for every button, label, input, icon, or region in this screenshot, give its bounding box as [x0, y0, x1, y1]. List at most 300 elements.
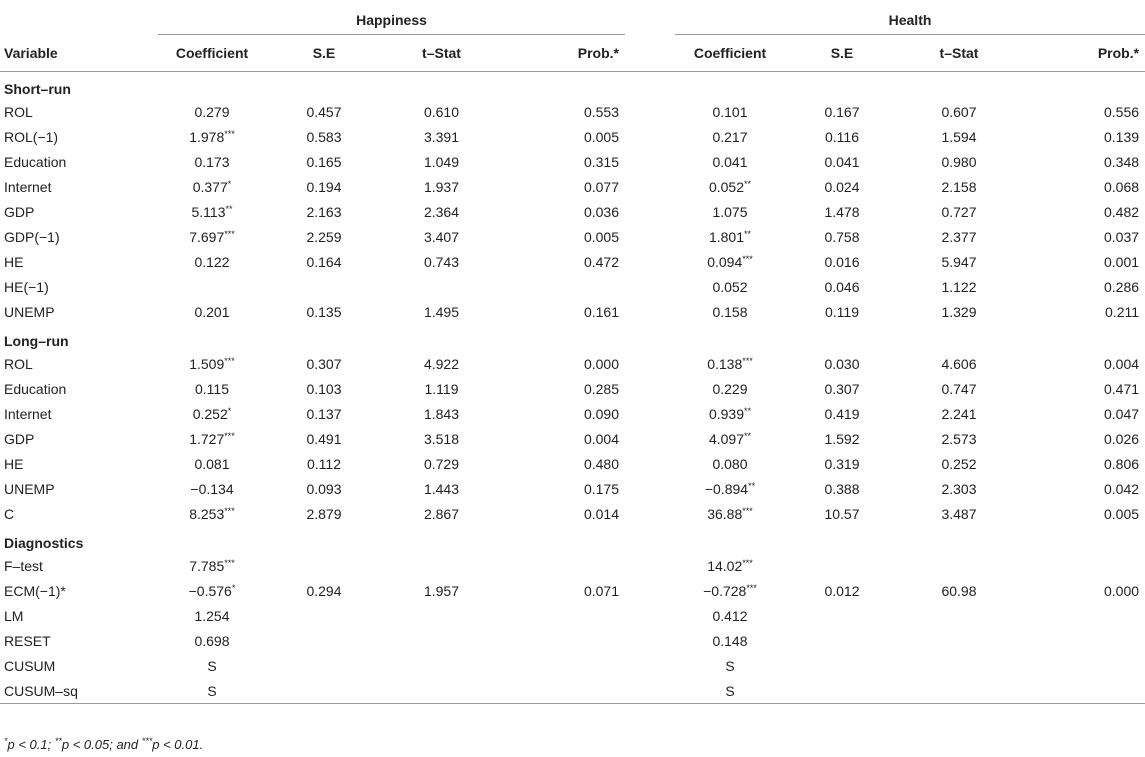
coefficient-value: 0.052 [708, 178, 745, 195]
group-header-row [0, 6, 1145, 35]
coefficient-value: 0.377 [192, 178, 228, 195]
tstat-cell: 0.747 [941, 380, 977, 397]
prob-cell: 0.211 [1105, 303, 1140, 320]
significance-stars: *** [742, 505, 753, 516]
tstat-cell: 2.573 [941, 430, 977, 447]
prob-cell [1019, 628, 1145, 653]
column-header-row [0, 35, 1145, 72]
spacer-cell [625, 476, 675, 501]
significance-stars: ** [225, 203, 233, 214]
coefficient-value: 0.101 [712, 103, 748, 120]
footnote-symbol: ** [54, 736, 62, 746]
prob-cell: 0.037 [1104, 228, 1140, 245]
coefficient-cell [675, 351, 785, 376]
table-row [0, 99, 1145, 124]
se-cell: 0.137 [306, 405, 342, 422]
prob-cell: 0.285 [583, 380, 619, 397]
spacer-cell [625, 299, 675, 324]
significance-stars: *** [224, 430, 235, 441]
variable-name: CUSUM [4, 657, 56, 674]
coefficient-cell [158, 124, 266, 149]
coefficient-cell [675, 653, 785, 678]
table-row [0, 274, 1145, 299]
se-cell: 0.319 [824, 455, 860, 472]
coefficient-cell [158, 578, 266, 603]
variable-name: UNEMP [4, 480, 55, 497]
coefficient-cell [675, 224, 785, 249]
tstat-cell: 3.391 [423, 128, 460, 145]
coefficient-cell [158, 174, 266, 199]
coefficient-cell [158, 451, 266, 476]
se-cell: 0.307 [824, 380, 860, 397]
prob-cell: 0.480 [583, 455, 619, 472]
variable-name: GDP [4, 430, 35, 447]
tstat-cell: 1.122 [941, 278, 977, 295]
coefficient-cell [675, 274, 785, 299]
se-cell: 2.163 [306, 203, 342, 220]
table-row [0, 653, 1145, 678]
coefficient-cell [675, 603, 785, 628]
column-header-se: S.E [830, 45, 854, 61]
coefficient-cell [158, 603, 266, 628]
se-cell: 0.758 [824, 228, 860, 245]
footnote-text: p < 0.1; [7, 737, 55, 752]
spacer-cell [625, 124, 675, 149]
coefficient-cell [158, 401, 266, 426]
coefficient-cell [675, 299, 785, 324]
tstat-cell [382, 274, 501, 299]
variable-name: HE [4, 253, 24, 270]
prob-cell: 0.553 [583, 103, 619, 120]
prob-cell [1019, 653, 1145, 678]
footnote-symbol: * [4, 736, 8, 746]
tstat-cell: 4.606 [941, 355, 977, 372]
significance-stars: *** [224, 505, 235, 516]
section-title: Diagnostics [4, 535, 84, 551]
coefficient-value: 0.094 [707, 253, 743, 270]
coefficient-value: 1.254 [194, 607, 230, 624]
tstat-cell [382, 603, 501, 628]
tstat-cell: 1.594 [941, 128, 977, 145]
coefficient-value: 0.279 [194, 103, 230, 120]
table-row [0, 476, 1145, 501]
variable-name: GDP(−1) [4, 228, 60, 245]
tstat-cell: 1.495 [423, 303, 460, 320]
coefficient-value: S [725, 682, 735, 699]
prob-cell: 0.472 [583, 253, 619, 270]
significance-stars: ** [744, 178, 752, 189]
variable-name: RESET [4, 632, 51, 649]
tstat-cell [382, 553, 501, 578]
group-label: Health [888, 12, 932, 28]
coefficient-value: 0.173 [194, 153, 230, 170]
prob-cell [1019, 603, 1145, 628]
se-cell [785, 553, 899, 578]
coefficient-cell [158, 653, 266, 678]
se-cell: 0.135 [306, 303, 342, 320]
variable-name: Education [4, 153, 67, 170]
tstat-cell: 2.867 [423, 505, 460, 522]
variable-name: ECM(−1)* [4, 582, 66, 599]
table-row [0, 678, 1145, 704]
tstat-cell [899, 553, 1019, 578]
tstat-cell: 5.947 [941, 253, 977, 270]
tstat-cell: 0.743 [423, 253, 460, 270]
spacer-cell [625, 628, 675, 653]
coefficient-value: −0.576 [188, 582, 232, 599]
prob-cell [501, 603, 625, 628]
coefficient-value: 0.412 [712, 607, 748, 624]
tstat-cell: 1.119 [424, 380, 459, 397]
prob-cell: 0.000 [1104, 582, 1140, 599]
coefficient-value: 0.041 [712, 153, 748, 170]
coefficient-value: 1.727 [189, 430, 225, 447]
table-row [0, 376, 1145, 401]
se-cell: 0.583 [306, 128, 342, 145]
coefficient-value: 0.229 [712, 380, 748, 397]
coefficient-cell [675, 249, 785, 274]
se-cell: 0.103 [306, 380, 342, 397]
se-cell: 0.307 [306, 355, 342, 372]
table-row [0, 553, 1145, 578]
se-cell [785, 678, 899, 704]
table-row [0, 426, 1145, 451]
significance-stars: * [227, 405, 232, 416]
significance-stars: * [231, 582, 236, 593]
prob-cell: 0.004 [1104, 355, 1140, 372]
tstat-cell: 0.727 [941, 203, 977, 220]
se-cell: 0.116 [825, 128, 859, 145]
coefficient-cell [158, 199, 266, 224]
se-cell: 2.879 [306, 505, 342, 522]
column-header-tstat: t–Stat [939, 45, 979, 61]
section-header-row [0, 72, 1145, 100]
prob-cell: 0.001 [1104, 253, 1140, 270]
prob-cell: 0.161 [583, 303, 619, 320]
coefficient-cell [675, 553, 785, 578]
prob-cell: 0.036 [583, 203, 619, 220]
coefficient-cell [675, 501, 785, 526]
coefficient-value: 0.939 [708, 405, 745, 422]
section-title: Long–run [4, 333, 69, 349]
tstat-cell: 1.957 [423, 582, 460, 599]
coefficient-cell [158, 553, 266, 578]
se-cell: 0.119 [825, 303, 859, 320]
coefficient-value: 0.081 [194, 455, 230, 472]
group-label: Happiness [356, 12, 427, 28]
tstat-cell [899, 653, 1019, 678]
se-cell: 0.024 [824, 178, 860, 195]
prob-cell: 0.482 [1104, 203, 1140, 220]
prob-cell: 0.068 [1104, 178, 1140, 195]
se-cell: 0.165 [306, 153, 342, 170]
coefficient-value: 5.113 [191, 203, 226, 220]
coefficient-value: 36.88 [707, 505, 743, 522]
coefficient-cell [158, 249, 266, 274]
coefficient-value: 0.122 [194, 253, 230, 270]
spacer-cell [625, 199, 675, 224]
tstat-cell: 2.377 [941, 228, 977, 245]
table-row [0, 174, 1145, 199]
spacer-cell [625, 224, 675, 249]
coefficient-value: 0.148 [712, 632, 748, 649]
prob-cell: 0.090 [583, 405, 619, 422]
regression-table [0, 6, 1145, 704]
tstat-cell: 0.729 [423, 455, 460, 472]
table-row [0, 628, 1145, 653]
table-row [0, 149, 1145, 174]
coefficient-value: −0.728 [703, 582, 747, 599]
prob-cell [501, 274, 625, 299]
tstat-cell [899, 603, 1019, 628]
tstat-cell: 1.937 [423, 178, 460, 195]
significance-stars: *** [224, 228, 235, 239]
tstat-cell: 60.98 [941, 582, 977, 599]
coefficient-value: 0.080 [712, 455, 748, 472]
tstat-cell [382, 653, 501, 678]
variable-name: ROL [4, 355, 33, 372]
prob-cell [1019, 553, 1145, 578]
table-row [0, 401, 1145, 426]
significance-stars: *** [742, 557, 753, 568]
coefficient-value: 0.138 [707, 355, 743, 372]
coefficient-value: 0.217 [712, 128, 748, 145]
significance-stars: ** [744, 405, 752, 416]
variable-name: ROL [4, 103, 33, 120]
se-cell: 10.57 [824, 505, 860, 522]
prob-cell [501, 678, 625, 704]
tstat-cell: 2.241 [941, 405, 977, 422]
prob-cell: 0.004 [583, 430, 619, 447]
coefficient-value: S [207, 657, 217, 674]
variable-name: LM [4, 607, 24, 624]
se-cell [785, 628, 899, 653]
coefficient-cell [158, 376, 266, 401]
prob-cell [501, 653, 625, 678]
significance-stars: *** [224, 128, 235, 139]
footnote-symbol: *** [141, 736, 153, 746]
spacer-cell [625, 553, 675, 578]
tstat-cell: 1.049 [423, 153, 460, 170]
tstat-cell: 1.329 [941, 303, 977, 320]
variable-name: CUSUM–sq [4, 682, 78, 699]
variable-name: HE(−1) [4, 278, 49, 295]
tstat-cell: 3.518 [423, 430, 460, 447]
spacer-cell [625, 653, 675, 678]
coefficient-value: 0.252 [192, 405, 228, 422]
tstat-cell: 2.364 [423, 203, 460, 220]
significance-stars: *** [224, 355, 235, 366]
se-cell: 0.194 [306, 178, 342, 195]
prob-cell: 0.005 [583, 228, 619, 245]
significance-stars: *** [742, 355, 753, 366]
coefficient-value: 7.785 [189, 557, 225, 574]
column-header-coefficient: Coefficient [693, 45, 767, 61]
prob-cell: 0.348 [1104, 153, 1140, 170]
coefficient-value: 0.158 [712, 303, 748, 320]
tstat-cell: 0.610 [423, 103, 460, 120]
coefficient-value: 1.075 [712, 203, 748, 220]
variable-name: GDP [4, 203, 35, 220]
prob-cell: 0.077 [583, 178, 619, 195]
coefficient-value: S [207, 682, 217, 699]
se-cell: 0.012 [824, 582, 860, 599]
se-cell: 0.041 [824, 153, 860, 170]
se-cell [785, 653, 899, 678]
coefficient-cell [675, 199, 785, 224]
coefficient-value: 0.698 [194, 632, 230, 649]
coefficient-cell [158, 99, 266, 124]
coefficient-value: −0.134 [190, 480, 234, 497]
coefficient-cell [158, 678, 266, 704]
column-header-coefficient: Coefficient [175, 45, 249, 61]
table-row [0, 351, 1145, 376]
prob-cell: 0.047 [1104, 405, 1140, 422]
coefficient-cell [158, 299, 266, 324]
variable-name: Internet [4, 178, 52, 195]
coefficient-value: 1.801 [708, 228, 745, 245]
se-cell: 0.046 [824, 278, 860, 295]
coefficient-value: −0.894 [704, 480, 749, 497]
prob-cell: 0.286 [1104, 278, 1140, 295]
se-cell: 0.112 [307, 455, 341, 472]
se-cell: 2.259 [306, 228, 342, 245]
tstat-cell [899, 678, 1019, 704]
spacer-cell [625, 274, 675, 299]
se-cell: 0.294 [306, 582, 342, 599]
prob-cell: 0.000 [583, 355, 619, 372]
coefficient-value: 0.052 [712, 278, 748, 295]
coefficient-cell [158, 476, 266, 501]
table-row [0, 451, 1145, 476]
prob-cell: 0.042 [1104, 480, 1140, 497]
coefficient-value: 7.697 [189, 228, 225, 245]
spacer-cell [625, 376, 675, 401]
prob-cell [501, 628, 625, 653]
se-cell [266, 553, 382, 578]
spacer-cell [625, 174, 675, 199]
prob-cell: 0.175 [583, 480, 619, 497]
coefficient-cell [675, 578, 785, 603]
spacer-cell [625, 149, 675, 174]
coefficient-cell [158, 426, 266, 451]
coefficient-cell [675, 376, 785, 401]
coefficient-cell [675, 174, 785, 199]
spacer-cell [625, 603, 675, 628]
spacer-cell [625, 351, 675, 376]
column-header-se: S.E [312, 45, 336, 61]
significance-stars: *** [742, 253, 753, 264]
spacer-cell [625, 678, 675, 704]
coefficient-cell [675, 99, 785, 124]
spacer-cell [625, 99, 675, 124]
coefficient-value: 1.509 [189, 355, 225, 372]
footnote [4, 737, 203, 752]
prob-cell: 0.071 [583, 582, 619, 599]
spacer-cell [625, 401, 675, 426]
coefficient-cell [158, 274, 266, 299]
section-header-row [0, 526, 1145, 553]
coefficient-cell [675, 149, 785, 174]
spacer-cell [625, 451, 675, 476]
column-header-tstat: t–Stat [422, 45, 461, 61]
variable-name: ROL(−1) [4, 128, 59, 145]
table-row [0, 249, 1145, 274]
se-cell: 0.457 [306, 103, 342, 120]
variable-name: HE [4, 455, 24, 472]
coefficient-cell [675, 124, 785, 149]
se-cell [266, 274, 382, 299]
coefficient-value: 8.253 [189, 505, 225, 522]
coefficient-value: 0.115 [195, 380, 229, 397]
coefficient-value: 1.978 [189, 128, 225, 145]
tstat-cell: 0.980 [941, 153, 977, 170]
coefficient-cell [675, 401, 785, 426]
tstat-cell: 1.443 [423, 480, 460, 497]
significance-stars: *** [224, 557, 235, 568]
se-cell [266, 678, 382, 704]
coefficient-value: 0.201 [194, 303, 230, 320]
coefficient-cell [158, 628, 266, 653]
group-header-happiness [158, 6, 625, 35]
prob-cell: 0.315 [583, 153, 619, 170]
variable-name: UNEMP [4, 303, 55, 320]
section-header-row [0, 324, 1145, 351]
spacer-cell [625, 578, 675, 603]
coefficient-value: S [725, 657, 735, 674]
prob-cell: 0.139 [1104, 128, 1140, 145]
se-cell: 0.030 [824, 355, 860, 372]
spacer-cell [625, 501, 675, 526]
prob-cell: 0.014 [583, 505, 619, 522]
table-row [0, 224, 1145, 249]
coefficient-value: 14.02 [707, 557, 743, 574]
coefficient-cell [158, 224, 266, 249]
group-header-health [675, 6, 1145, 35]
prob-cell [501, 553, 625, 578]
significance-stars: ** [748, 480, 756, 491]
table-row [0, 603, 1145, 628]
table-row [0, 299, 1145, 324]
se-cell [266, 603, 382, 628]
se-cell: 1.592 [824, 430, 860, 447]
prob-cell [1019, 678, 1145, 704]
se-cell: 0.016 [824, 253, 860, 270]
column-header-prob: Prob.* [1097, 45, 1140, 61]
coefficient-cell [675, 426, 785, 451]
se-cell: 0.164 [306, 253, 342, 270]
tstat-cell [382, 678, 501, 704]
coefficient-cell [675, 476, 785, 501]
coefficient-cell [158, 501, 266, 526]
tstat-cell: 0.607 [941, 103, 977, 120]
se-cell: 0.167 [824, 103, 860, 120]
se-cell: 0.093 [306, 480, 342, 497]
se-cell [266, 628, 382, 653]
spacer-cell [625, 249, 675, 274]
tstat-cell: 4.922 [423, 355, 460, 372]
tstat-cell: 1.843 [423, 405, 460, 422]
tstat-cell [382, 628, 501, 653]
coefficient-value: 4.097 [708, 430, 745, 447]
tstat-cell: 3.407 [423, 228, 460, 245]
se-cell [266, 653, 382, 678]
prob-cell: 0.806 [1104, 455, 1140, 472]
variable-name: Internet [4, 405, 52, 422]
prob-cell: 0.556 [1104, 103, 1140, 120]
variable-name: C [4, 505, 15, 522]
section-title: Short–run [4, 81, 71, 97]
